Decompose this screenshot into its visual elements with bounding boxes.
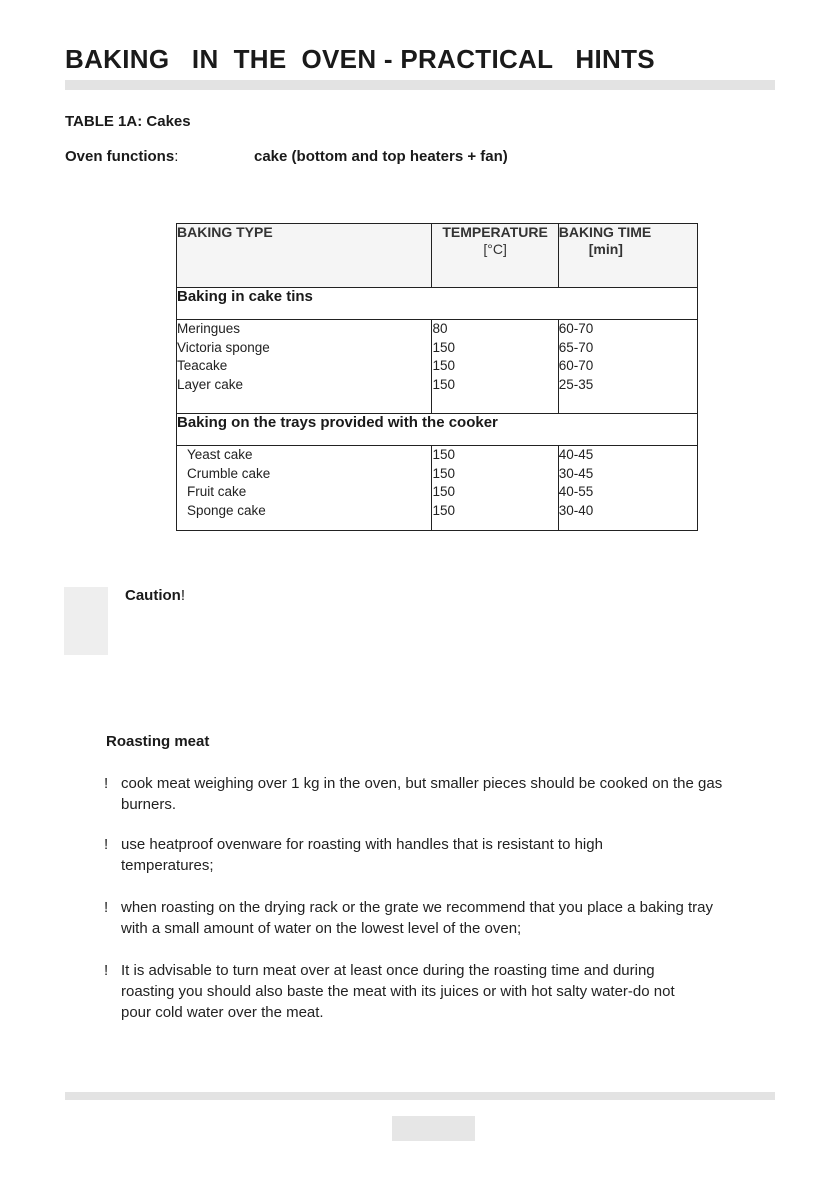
header-baking-time bbox=[558, 224, 697, 288]
header-divider bbox=[65, 80, 775, 90]
table-header-row bbox=[177, 224, 698, 288]
baking-type: Crumble cake bbox=[187, 465, 271, 481]
temperature-value: 150 bbox=[432, 484, 456, 499]
header-baking-type: BAKING TYPE bbox=[177, 224, 432, 288]
temperature-value: 150 bbox=[432, 339, 456, 355]
header-temperature bbox=[432, 224, 558, 288]
caution-icon bbox=[64, 587, 108, 655]
roasting-title: Roasting meat bbox=[106, 733, 210, 750]
caution-mark: ! bbox=[180, 587, 185, 604]
bullet-text: use heatproof ovenware for roasting with handles that is resistant to high temperatures; bbox=[121, 836, 603, 874]
baking-time-value: 65-70 bbox=[558, 339, 594, 355]
list-item bbox=[104, 897, 744, 939]
table-label-prefix: TABLE 1A bbox=[65, 113, 138, 130]
header-baking-time-unit: [min] bbox=[588, 241, 623, 257]
header-baking-time-label: BAKING TIME bbox=[558, 224, 652, 240]
oven-functions-colon: : bbox=[174, 148, 179, 165]
baking-time-value: 30-45 bbox=[558, 465, 594, 481]
baking-type: Layer cake bbox=[177, 376, 244, 392]
baking-type-cell bbox=[177, 446, 432, 531]
section-title: Baking on the trays provided with the cooker bbox=[177, 414, 698, 446]
baking-type: Sponge cake bbox=[187, 502, 266, 518]
baking-time-value: 60-70 bbox=[558, 358, 594, 373]
caution-word: Caution bbox=[125, 587, 181, 604]
section-row bbox=[177, 414, 698, 446]
bullet-mark: ! bbox=[104, 962, 109, 979]
baking-time-cell bbox=[558, 446, 697, 531]
bullet-text: It is advisable to turn meat over at least once during the roasting time and during roasting you should also baste the meat with its juices or with hot salty water-do not pour cold water over the meat. bbox=[121, 962, 675, 1021]
table-row-group bbox=[177, 446, 698, 531]
baking-time-value: 40-55 bbox=[558, 484, 594, 499]
table-row-group bbox=[177, 320, 698, 414]
list-item bbox=[104, 960, 744, 1023]
bullet-mark: ! bbox=[104, 836, 109, 853]
caution-label bbox=[125, 587, 185, 604]
table-label-rest: : Cakes bbox=[137, 113, 191, 130]
baking-type: Meringues bbox=[177, 321, 241, 336]
temperature-cell bbox=[432, 446, 558, 531]
baking-table bbox=[176, 223, 698, 531]
oven-functions-value: cake (bottom and top heaters + fan) bbox=[254, 148, 508, 165]
header-temperature-unit: [°C] bbox=[483, 241, 507, 257]
baking-type-cell bbox=[177, 320, 432, 414]
oven-functions-text: Oven functions bbox=[65, 148, 175, 165]
baking-type: Yeast cake bbox=[187, 447, 253, 462]
temperature-value: 150 bbox=[432, 376, 456, 392]
baking-time-value: 25-35 bbox=[558, 376, 594, 392]
oven-functions-label bbox=[65, 148, 178, 165]
page-number-box bbox=[392, 1116, 475, 1141]
footer-divider bbox=[65, 1092, 775, 1100]
baking-time-cell bbox=[558, 320, 697, 414]
bullet-text: cook meat weighing over 1 kg in the oven, but smaller pieces should be cooked on the gas burners. bbox=[121, 775, 723, 813]
list-item bbox=[104, 773, 744, 815]
bullet-mark: ! bbox=[104, 775, 109, 792]
list-item bbox=[104, 834, 744, 876]
baking-type: Fruit cake bbox=[187, 484, 247, 499]
baking-time-value: 40-45 bbox=[558, 447, 594, 462]
bullet-text: when roasting on the drying rack or the grate we recommend that you place a baking tray with a small amount of water on the lowest level of the oven; bbox=[121, 899, 713, 937]
baking-type: Teacake bbox=[177, 358, 228, 373]
temperature-cell bbox=[432, 320, 558, 414]
header-temperature-label: TEMPERATURE bbox=[442, 224, 548, 240]
temperature-value: 150 bbox=[432, 502, 456, 518]
temperature-value: 150 bbox=[432, 465, 456, 481]
section-row bbox=[177, 288, 698, 320]
table-label bbox=[65, 113, 191, 130]
section-title: Baking in cake tins bbox=[177, 288, 698, 320]
temperature-value: 150 bbox=[432, 447, 456, 462]
temperature-value: 80 bbox=[432, 321, 448, 336]
temperature-value: 150 bbox=[432, 358, 456, 373]
bullet-mark: ! bbox=[104, 899, 109, 916]
baking-time-value: 30-40 bbox=[558, 502, 594, 518]
baking-time-value: 60-70 bbox=[558, 321, 594, 336]
page-title: BAKING IN THE OVEN - PRACTICAL HINTS bbox=[65, 44, 655, 74]
baking-type: Victoria sponge bbox=[177, 339, 270, 355]
